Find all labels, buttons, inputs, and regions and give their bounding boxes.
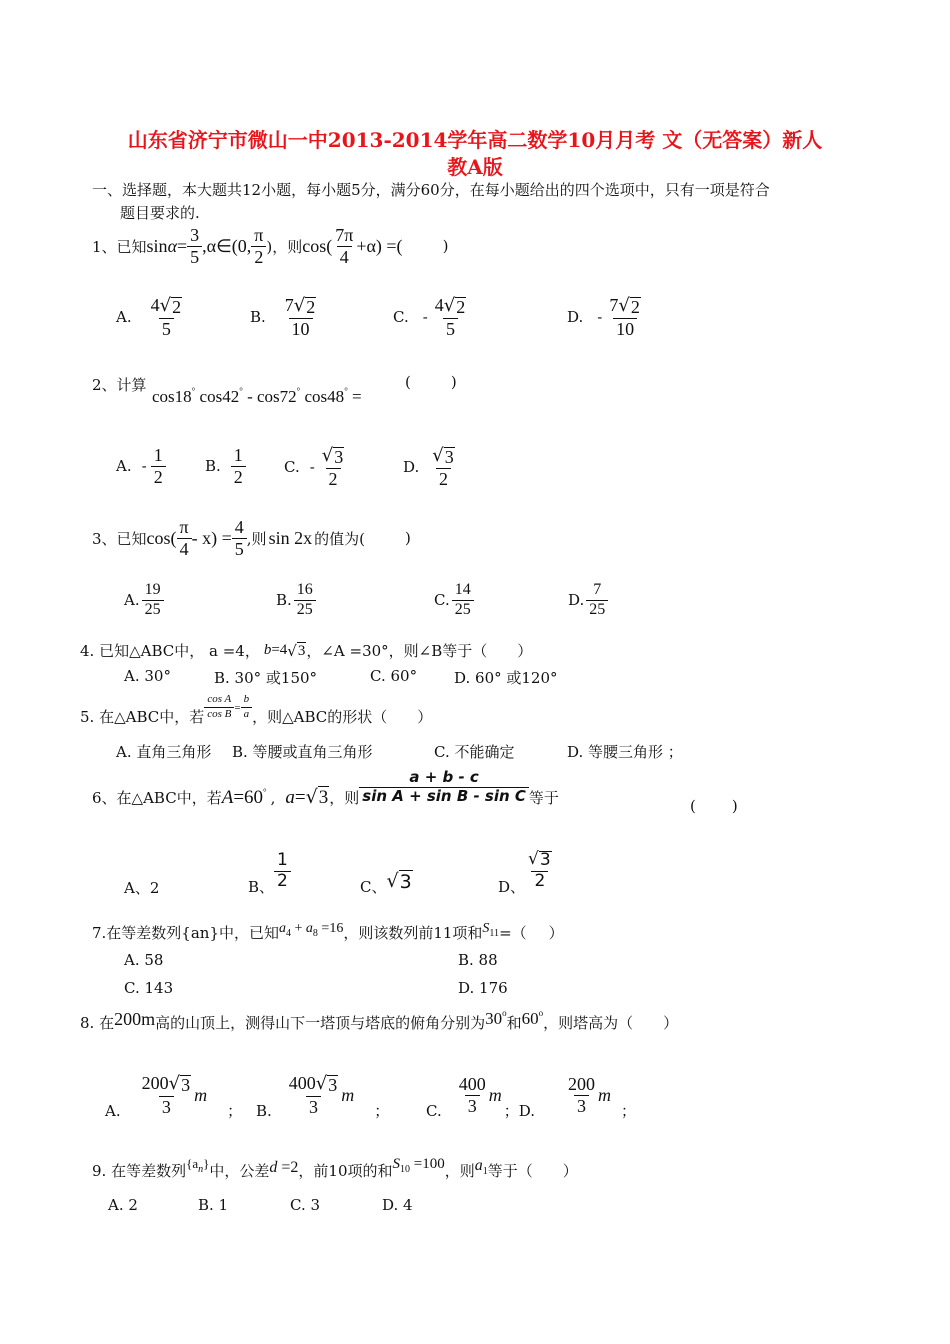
q1-option-c: C. - 4 √ 2 5 [393,295,466,339]
question-5: 5. 在△ABC中，若 $\frac{\text{cos A}}{\text{cos B}}$ = $\frac{b}{a}$ ，则△ABC的形状（ ） [80,693,433,726]
q9-option-c: C. 3 [290,1196,321,1214]
q8-option-a: A. 200 √ 3 3 m ； [105,1073,243,1120]
q2-option-d: D. √ 3 2 [403,445,454,489]
q1-option-d: D. - 7 √ 2 10 [567,295,640,339]
section-instructions-line2: 题目要求的. [120,204,200,222]
q1-tail: +α) =( [356,235,403,256]
question-2-label: 2、计算 [92,376,147,394]
q3-option-d: D. $\frac{7}{25}$ [568,582,608,619]
document-title-line2: 教A版 [447,155,503,179]
q4-option-c: C. 60° [370,667,418,685]
q1-fraction-pi-half: $\frac{\pi}{2}$ [251,226,266,267]
q5-option-c: C. 不能确定 [434,743,515,761]
q8-option-b: B. 400 √ 3 3 m ； [256,1073,390,1120]
q2-expression: cos18° cos42° - cos72° cos48° = [152,386,362,406]
q1-sin: sin [146,235,168,256]
q1-close-paren: ) [442,237,449,256]
q1-prefix: 1、已知 [92,237,147,256]
question-9: 9. 在等差数列 $\{a_n\}$ 中，公差 d =2 ，前10项的和 $S_{10} =100$ ，则 $a_1$ 等于（ ） [92,1156,578,1180]
q3-option-b: B. $\frac{16}{25}$ [276,582,316,619]
q7-option-b: B. 88 [458,951,498,969]
q3-option-a: A. $\frac{19}{25}$ [124,582,164,619]
q4-option-a: A. 30° [124,667,171,685]
question-4: 4. 已知△ABC中， a =4， b =4 √ 3 ，∠A =30°，则∠B等于（ ） [80,641,533,660]
q2-option-c: C. - √ 3 2 [284,445,344,489]
q1-option-a: A. 4 √ 2 5 [116,295,182,339]
question-7: 7.在等差数列{an}中，已知 $a_4 + a_8 =16$ ，则该数列前11项和 $S_{11}$ =（ ） [92,920,564,942]
q2-option-a: A. - $\frac{1}{2}$ [116,446,166,487]
q1-eq: = [177,235,188,256]
q1-interval: ,α∈(0, [202,235,252,256]
q9-option-a: A. 2 [108,1196,138,1214]
q6-answer-paren: ( ) [690,797,738,815]
q4-option-d: D. 60° 或120° [454,669,558,687]
q1-cos: cos( [302,235,333,256]
q9-option-b: B. 1 [198,1196,229,1214]
q6-option-b: B、 $\frac{1}{2}$ [248,846,291,897]
q5-option-d: D. 等腰三角形 ； [567,743,683,761]
question-3: 3、已知 cos( $\frac{\pi}{4}$ - x) = $\frac{4}{5}$ ,则 sin 2x 的值为( ) [92,517,411,559]
q8-option-d: $\frac{200}{3}$ m ； [568,1074,637,1120]
q1-fraction-seven-pi-quarter: $\frac{7\pi}{4}$ [335,225,354,267]
q4-option-b: B. 30° 或150° [214,669,318,687]
question-1 [92,226,448,267]
question-6: 6、在△ABC中，若 A =60° , a = √ 3 ，则 $\frac{a + b - c}{\text{sin A + sin B - sin C}}$ 等于 [92,768,559,808]
q8-option-c: C. $\frac{400}{3}$ m ； D. [426,1074,535,1120]
q1-then: )，则 [266,237,303,256]
q6-option-c: C、 √ 3 [360,870,412,896]
document-title-line1: 山东省济宁市微山一中2013-2014学年高二数学10月月考 文（无答案）新人 [127,128,823,152]
q1-option-b: B. 7 √ 2 10 [250,295,316,339]
q7-option-c: C. 143 [124,979,174,997]
q5-option-a: A. 直角三角形 [116,743,212,761]
q9-option-d: D. 4 [382,1196,413,1214]
q3-option-c: C. $\frac{14}{25}$ [434,582,474,619]
section-instructions-line1: 一、选择题，本大题共12小题，每小题5分，满分60分，在每小题给出的四个选项中，只有一项是符合 [92,181,770,199]
q6-option-d: D、 √ 3 2 [498,848,551,896]
q1-fraction-sin-value: $\frac{3}{5}$ [187,226,202,267]
q2-answer-paren: ( ) [405,373,457,391]
q1-alpha: α [167,235,178,256]
q7-option-a: A. 58 [124,951,164,969]
q2-option-b: B. $\frac{1}{2}$ [205,446,246,487]
q7-option-d: D. 176 [458,979,508,997]
q5-option-b: B. 等腰或直角三角形 [232,743,373,761]
q6-option-a: A、2 [124,879,160,897]
question-8: 8. 在 200m 高的山顶上，测得山下一塔顶与塔底的俯角分别为 30$^o$ 和 60$^o$ ，则塔高为（ ） [80,1008,679,1032]
